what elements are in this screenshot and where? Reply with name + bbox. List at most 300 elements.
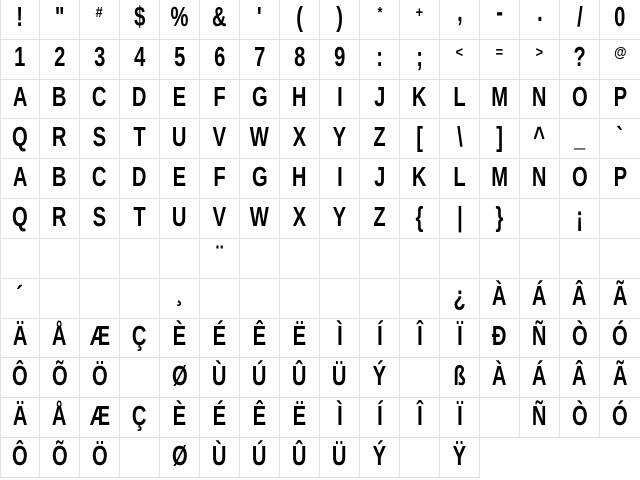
glyph-row — [0, 319, 640, 359]
glyph-cell — [280, 199, 320, 239]
glyph-cell — [320, 279, 360, 319]
glyph-cell — [320, 239, 360, 279]
glyph-cell — [360, 199, 400, 239]
glyph-cell — [160, 358, 200, 398]
glyph: X — [292, 200, 307, 232]
glyph-cell — [200, 159, 240, 199]
glyph-cell — [520, 319, 560, 359]
glyph-cell — [360, 40, 400, 80]
glyph-cell — [480, 398, 520, 438]
glyph: ´ — [16, 280, 24, 312]
glyph-cell — [440, 80, 480, 120]
glyph-cell — [360, 119, 400, 159]
glyph-cell — [600, 119, 640, 159]
glyph-cell — [560, 159, 600, 199]
glyph-cell — [520, 239, 560, 279]
glyph-cell — [480, 159, 520, 199]
glyph-cell — [360, 438, 400, 478]
glyph-cell — [600, 159, 640, 199]
glyph-cell — [480, 319, 520, 359]
glyph-cell — [280, 319, 320, 359]
glyph-cell — [120, 438, 160, 478]
glyph-cell — [560, 279, 600, 319]
glyph-cell — [200, 40, 240, 80]
glyph-cell — [560, 319, 600, 359]
glyph: I — [336, 81, 343, 113]
glyph-cell — [80, 239, 120, 279]
glyph-cell — [400, 0, 440, 40]
glyph: > — [535, 43, 544, 61]
glyph: Î — [416, 399, 423, 431]
glyph-cell — [160, 199, 200, 239]
glyph-cell — [0, 0, 40, 40]
glyph-cell — [40, 40, 80, 80]
glyph-cell — [0, 319, 40, 359]
glyph-cell — [440, 438, 480, 478]
glyph-cell — [200, 319, 240, 359]
glyph: % — [170, 1, 189, 33]
glyph: L — [453, 81, 466, 113]
glyph-cell — [0, 80, 40, 120]
glyph: Ï — [456, 320, 463, 352]
glyph: @ — [613, 43, 627, 61]
glyph: \ — [456, 120, 463, 152]
glyph-cell — [40, 80, 80, 120]
glyph: À — [492, 280, 507, 312]
glyph: [ — [416, 120, 423, 152]
glyph-cell — [240, 119, 280, 159]
glyph: A — [12, 160, 28, 192]
glyph: Ü — [332, 439, 347, 471]
glyph-cell — [280, 438, 320, 478]
glyph: 8 — [293, 41, 306, 73]
glyph-cell — [360, 398, 400, 438]
glyph: # — [95, 3, 104, 21]
glyph-cell — [440, 0, 480, 40]
glyph-cell — [360, 239, 400, 279]
glyph: Ý — [372, 439, 387, 471]
glyph: ; — [416, 41, 423, 73]
glyph: ¿ — [453, 280, 466, 312]
glyph-cell — [360, 0, 400, 40]
glyph: Î — [416, 320, 423, 352]
glyph: $ — [133, 1, 146, 33]
glyph-cell — [120, 398, 160, 438]
glyph: K — [412, 81, 427, 113]
glyph-cell — [600, 398, 640, 438]
glyph-cell — [120, 159, 160, 199]
glyph: C — [92, 81, 107, 113]
glyph: Á — [532, 280, 547, 312]
glyph-cell — [560, 199, 600, 239]
glyph-cell — [40, 0, 80, 40]
glyph: & — [212, 1, 227, 33]
glyph-cell — [0, 438, 40, 478]
glyph-cell — [360, 159, 400, 199]
glyph: G — [251, 81, 268, 113]
glyph-cell — [200, 80, 240, 120]
glyph-cell — [160, 319, 200, 359]
glyph: R — [52, 120, 67, 152]
glyph-cell — [40, 159, 80, 199]
glyph: V — [212, 120, 227, 152]
glyph-cell — [40, 398, 80, 438]
glyph: Ç — [132, 320, 147, 352]
glyph: Ù — [212, 359, 227, 391]
glyph: ¡ — [576, 200, 583, 232]
glyph: ( — [296, 1, 303, 33]
glyph: Å — [52, 320, 67, 352]
glyph-cell — [0, 119, 40, 159]
glyph-cell — [440, 40, 480, 80]
glyph-cell — [200, 119, 240, 159]
glyph-row — [0, 119, 640, 159]
glyph-cell — [520, 159, 560, 199]
glyph: Å — [52, 399, 67, 431]
glyph: Û — [292, 359, 307, 391]
glyph: È — [172, 399, 187, 431]
glyph: Æ — [89, 399, 110, 431]
glyph: F — [213, 81, 226, 113]
glyph: Ô — [12, 439, 28, 471]
glyph: | — [456, 200, 463, 232]
glyph: Ò — [571, 399, 588, 431]
glyph: - — [496, 0, 503, 28]
glyph-cell — [400, 159, 440, 199]
glyph-cell — [320, 199, 360, 239]
glyph: U — [172, 120, 187, 152]
glyph-cell — [160, 239, 200, 279]
glyph-cell — [80, 319, 120, 359]
glyph: Ë — [292, 320, 307, 352]
glyph-cell — [320, 358, 360, 398]
glyph-cell — [240, 40, 280, 80]
glyph: Q — [12, 120, 28, 152]
glyph-cell — [280, 358, 320, 398]
glyph: O — [571, 160, 588, 192]
glyph-cell — [600, 40, 640, 80]
glyph-cell — [400, 358, 440, 398]
glyph-cell — [280, 398, 320, 438]
glyph: = — [495, 43, 504, 61]
glyph: Q — [12, 200, 28, 232]
glyph-cell — [400, 319, 440, 359]
glyph: C — [92, 160, 107, 192]
glyph: J — [373, 160, 386, 192]
glyph: 4 — [133, 41, 146, 73]
glyph: 9 — [333, 41, 346, 73]
glyph-cell — [280, 119, 320, 159]
glyph: Ð — [492, 320, 507, 352]
glyph: Ý — [372, 359, 387, 391]
glyph: Á — [532, 359, 547, 391]
glyph-cell — [280, 80, 320, 120]
glyph-cell — [480, 80, 520, 120]
glyph: Ê — [252, 320, 267, 352]
glyph-row — [0, 80, 640, 120]
glyph-cell — [480, 119, 520, 159]
glyph-cell — [360, 80, 400, 120]
glyph: D — [132, 160, 147, 192]
glyph-cell — [120, 279, 160, 319]
glyph: ? — [573, 41, 586, 73]
glyph-cell — [120, 239, 160, 279]
glyph-cell — [280, 40, 320, 80]
glyph-cell — [240, 159, 280, 199]
glyph-cell — [200, 358, 240, 398]
glyph: Æ — [89, 320, 110, 352]
glyph: W — [249, 120, 270, 152]
glyph: V — [212, 200, 227, 232]
glyph: Ç — [132, 399, 147, 431]
glyph: ` — [616, 120, 624, 152]
glyph: Ò — [571, 320, 588, 352]
glyph-cell — [0, 199, 40, 239]
glyph-cell — [120, 319, 160, 359]
glyph: Ø — [171, 359, 188, 391]
glyph-cell — [520, 40, 560, 80]
glyph: Y — [332, 200, 347, 232]
glyph-cell — [400, 119, 440, 159]
glyph: Ù — [212, 439, 227, 471]
glyph-cell — [80, 199, 120, 239]
glyph: . — [536, 0, 543, 28]
glyph-cell — [320, 438, 360, 478]
glyph-cell — [560, 239, 600, 279]
glyph-cell — [280, 0, 320, 40]
glyph-cell — [120, 0, 160, 40]
glyph-cell — [480, 199, 520, 239]
glyph-cell — [80, 0, 120, 40]
glyph-cell — [80, 279, 120, 319]
glyph-cell — [80, 159, 120, 199]
glyph-cell — [320, 159, 360, 199]
glyph-cell — [600, 0, 640, 40]
glyph: + — [415, 3, 424, 21]
glyph: 0 — [614, 1, 626, 33]
glyph-row — [0, 239, 640, 279]
glyph: Ã — [612, 280, 628, 312]
glyph-row — [0, 275, 640, 319]
glyph-cell — [400, 40, 440, 80]
glyph: { — [415, 200, 424, 232]
glyph-cell — [560, 358, 600, 398]
glyph: ! — [16, 1, 24, 33]
glyph: * — [377, 3, 382, 21]
glyph: F — [213, 160, 226, 192]
glyph-cell — [40, 279, 80, 319]
glyph-cell — [240, 358, 280, 398]
glyph: Ñ — [532, 320, 547, 352]
glyph-cell — [120, 119, 160, 159]
glyph-cell — [320, 40, 360, 80]
glyph: M — [491, 160, 508, 192]
glyph: Ä — [12, 399, 28, 431]
glyph: Ú — [252, 439, 267, 471]
glyph-cell — [440, 279, 480, 319]
glyph: / — [576, 1, 583, 33]
glyph: ' — [257, 1, 262, 33]
glyph: 6 — [213, 41, 226, 73]
glyph: Ï — [456, 399, 463, 431]
glyph: ) — [336, 1, 343, 33]
glyph: N — [532, 160, 547, 192]
glyph-cell — [560, 0, 600, 40]
glyph: " — [54, 1, 65, 33]
glyph-cell — [80, 438, 120, 478]
glyph: Ê — [252, 399, 267, 431]
glyph: W — [249, 200, 270, 232]
glyph: H — [292, 81, 307, 113]
glyph-row — [0, 199, 640, 239]
glyph: A — [12, 81, 28, 113]
glyph-cell — [400, 80, 440, 120]
glyph: Ó — [612, 320, 628, 352]
glyph-cell — [80, 80, 120, 120]
glyph: 2 — [53, 41, 66, 73]
glyph: À — [492, 359, 507, 391]
glyph: Í — [376, 320, 383, 352]
glyph-cell — [240, 80, 280, 120]
glyph-cell — [600, 319, 640, 359]
glyph: Ë — [292, 399, 307, 431]
glyph-cell — [560, 119, 600, 159]
glyph-cell — [520, 119, 560, 159]
glyph: Ö — [91, 359, 108, 391]
glyph-cell — [0, 40, 40, 80]
glyph-cell — [240, 438, 280, 478]
glyph-row — [0, 358, 640, 398]
glyph: Ô — [12, 359, 28, 391]
glyph-row — [0, 40, 640, 80]
glyph-cell — [0, 239, 40, 279]
glyph: S — [92, 200, 107, 232]
glyph-row — [0, 438, 640, 478]
glyph: Ø — [171, 439, 188, 471]
glyph-cell — [160, 398, 200, 438]
glyph-cell — [200, 398, 240, 438]
glyph: Ö — [91, 439, 108, 471]
glyph: Í — [376, 399, 383, 431]
glyph-cell — [320, 0, 360, 40]
glyph-cell — [160, 438, 200, 478]
glyph-row — [0, 159, 640, 199]
glyph-cell — [200, 279, 240, 319]
glyph-cell — [240, 239, 280, 279]
glyph-cell — [400, 239, 440, 279]
glyph-cell — [320, 398, 360, 438]
glyph: , — [456, 0, 463, 28]
glyph-cell — [440, 199, 480, 239]
glyph: M — [491, 81, 508, 113]
glyph: X — [292, 120, 307, 152]
glyph-cell — [160, 275, 200, 319]
glyph: < — [455, 43, 464, 61]
glyph-cell — [40, 319, 80, 359]
glyph-cell — [240, 319, 280, 359]
glyph: ^ — [533, 120, 546, 152]
glyph-cell — [40, 119, 80, 159]
glyph-cell — [120, 80, 160, 120]
glyph-cell — [0, 279, 40, 319]
glyph: È — [172, 320, 187, 352]
glyph: E — [172, 81, 187, 113]
glyph-cell — [560, 398, 600, 438]
glyph-cell — [600, 80, 640, 120]
glyph-cell — [480, 358, 520, 398]
glyph-cell — [200, 438, 240, 478]
glyph: Z — [373, 120, 386, 152]
glyph: É — [212, 399, 227, 431]
glyph-cell — [600, 358, 640, 398]
glyph: 5 — [173, 41, 186, 73]
glyph: D — [132, 81, 147, 113]
glyph: 3 — [93, 41, 106, 73]
glyph-cell — [440, 358, 480, 398]
glyph-cell — [40, 358, 80, 398]
glyph-cell — [280, 159, 320, 199]
glyph-cell — [440, 398, 480, 438]
glyph-cell — [520, 358, 560, 398]
glyph: E — [172, 160, 187, 192]
glyph-cell — [480, 40, 520, 80]
glyph: N — [532, 81, 547, 113]
glyph-cell — [160, 80, 200, 120]
glyph-cell — [40, 239, 80, 279]
glyph-cell — [40, 199, 80, 239]
glyph: 7 — [253, 41, 266, 73]
glyph: } — [495, 200, 504, 232]
glyph: I — [336, 160, 343, 192]
glyph: Â — [572, 280, 587, 312]
glyph: H — [292, 160, 307, 192]
glyph-cell — [440, 119, 480, 159]
glyph: Z — [373, 200, 386, 232]
empty-cell — [520, 438, 560, 478]
glyph-cell — [0, 398, 40, 438]
glyph: T — [133, 120, 146, 152]
glyph-cell — [320, 119, 360, 159]
glyph: ¸ — [176, 275, 183, 307]
glyph: Ü — [332, 359, 347, 391]
glyph-cell — [560, 80, 600, 120]
glyph: Ñ — [532, 399, 547, 431]
glyph: O — [571, 81, 588, 113]
glyph: Y — [332, 120, 347, 152]
glyph: ] — [496, 120, 503, 152]
glyph: Û — [292, 439, 307, 471]
glyph-cell — [120, 199, 160, 239]
glyph-cell — [40, 438, 80, 478]
glyph: J — [373, 81, 386, 113]
glyph-row — [0, 0, 640, 40]
glyph: B — [52, 160, 67, 192]
glyph: Ó — [612, 399, 628, 431]
glyph-cell — [160, 159, 200, 199]
glyph-cell — [0, 159, 40, 199]
glyph-cell — [200, 0, 240, 40]
glyph-cell — [600, 279, 640, 319]
glyph: P — [613, 160, 627, 192]
glyph: Ú — [252, 359, 267, 391]
glyph-cell — [440, 159, 480, 199]
glyph: S — [92, 120, 107, 152]
glyph-cell — [0, 358, 40, 398]
glyph-cell — [400, 279, 440, 319]
glyph-cell — [400, 438, 440, 478]
glyph-cell — [240, 398, 280, 438]
empty-cell — [480, 438, 520, 478]
